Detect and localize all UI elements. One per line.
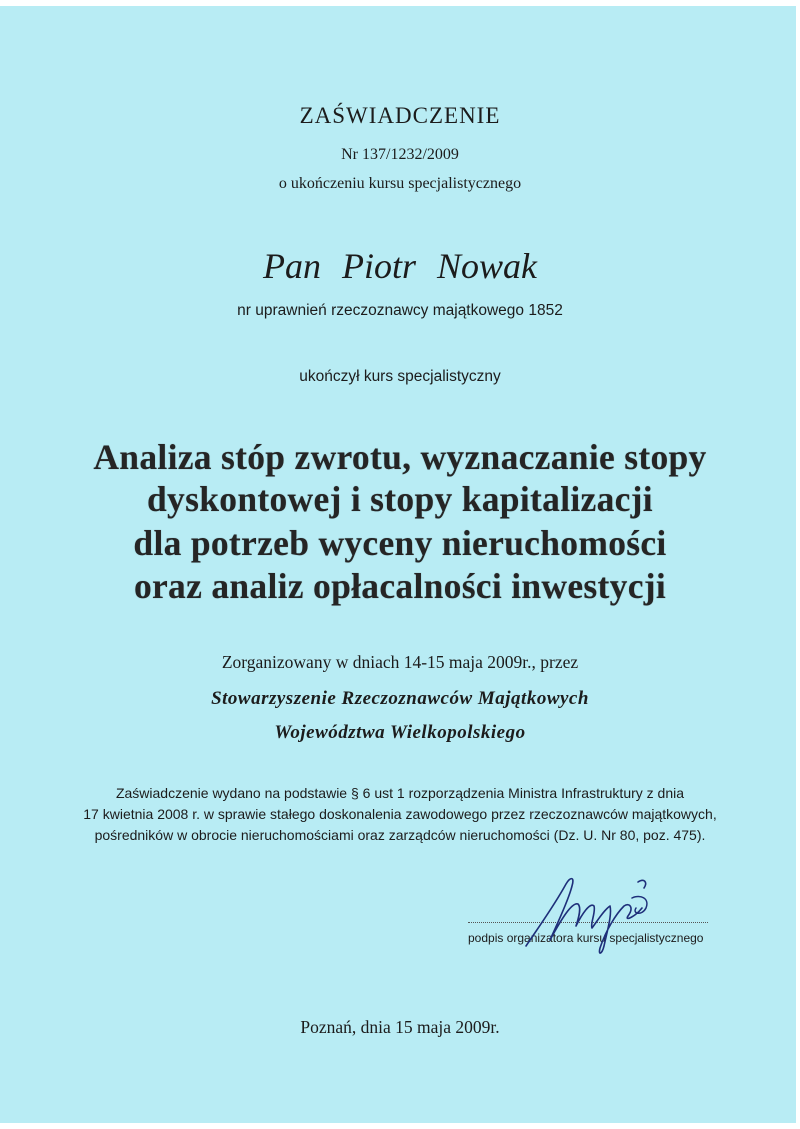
legal-basis-line: Zaświadczenie wydano na podstawie § 6 ust 1 rozporządzenia Ministra Infrastruktury z dnia bbox=[115, 785, 685, 801]
legal-basis-line: 17 kwietnia 2008 r. w sprawie stałego doskonalenia zawodowego przez rzeczoznawców majątkowych, bbox=[83, 806, 717, 822]
scan-edge-bottom bbox=[0, 1123, 800, 1129]
signature-caption: podpis organizatora kursu specjalistycznego bbox=[468, 931, 704, 945]
legal-basis-line: pośredników w obrocie nieruchomościami oraz zarządców nieruchomości (Dz. U. Nr 80, poz. 475). bbox=[94, 827, 706, 843]
organizer-name-line: Województwa Wielkopolskiego bbox=[274, 722, 526, 743]
course-title-line: dla potrzeb wyceny nieruchomości bbox=[133, 523, 667, 563]
course-title-line: oraz analiz opłacalności inwestycji bbox=[133, 566, 667, 606]
handwritten-signature bbox=[520, 868, 670, 958]
place-and-date: Poznań, dnia 15 maja 2009r. bbox=[300, 1017, 500, 1037]
certificate-title: ZAŚWIADCZENIE bbox=[299, 103, 501, 128]
completed-course-line: ukończył kurs specjalistyczny bbox=[299, 368, 501, 385]
certificate-subtitle: o ukończeniu kursu specjalistycznego bbox=[278, 175, 522, 192]
scan-edge-top bbox=[0, 0, 800, 6]
course-title-line: Analiza stóp zwrotu, wyznaczanie stopy bbox=[93, 437, 707, 477]
organized-dates-line: Zorganizowany w dniach 14-15 maja 2009r., przez bbox=[221, 652, 579, 672]
certificate-number: Nr 137/1232/2009 bbox=[341, 146, 459, 163]
course-title-line: dyskontowej i stopy kapitalizacji bbox=[147, 479, 653, 519]
organizer-name-line: Stowarzyszenie Rzeczoznawców Majątkowych bbox=[211, 688, 589, 709]
license-number-line: nr uprawnień rzeczoznawcy majątkowego 1852 bbox=[237, 302, 563, 319]
recipient-name: Pan Piotr Nowak bbox=[263, 246, 537, 286]
